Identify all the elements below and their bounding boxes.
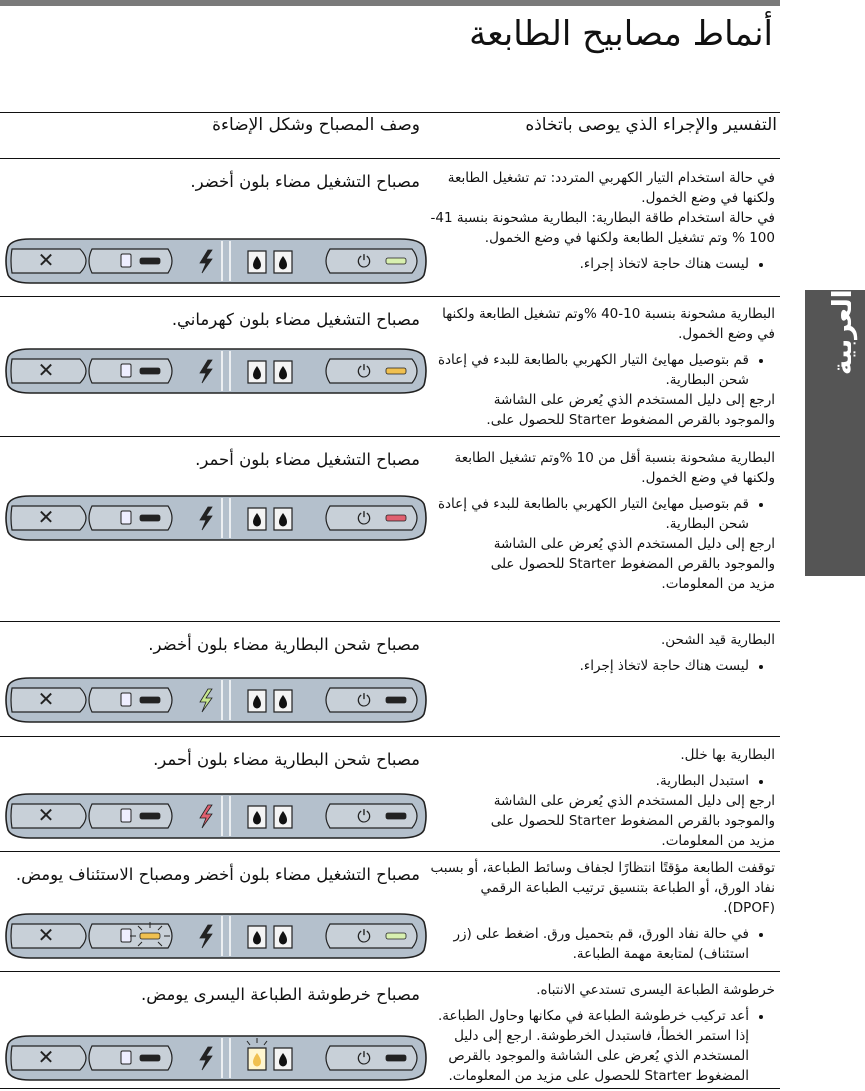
resume-icon <box>121 364 131 377</box>
power-light <box>386 697 406 703</box>
power-light <box>386 1055 406 1061</box>
cancel-icon: ✕ <box>37 1045 55 1069</box>
control-panel <box>0 343 430 399</box>
control-panel-illustration <box>0 233 430 289</box>
explanation-line: في حالة استخدام التيار الكهربي المتردد: تم تشغيل الطابعة <box>447 170 775 186</box>
action-detail: والموجود بالقرص المضغوط Starter للحصول على. <box>486 412 775 428</box>
cancel-icon: ✕ <box>37 358 55 382</box>
control-panel-illustration <box>0 343 430 399</box>
control-panel-illustration <box>0 788 430 844</box>
cancel-icon: ✕ <box>37 923 55 947</box>
top-bar <box>0 0 780 6</box>
power-icon: ⏻ <box>357 807 371 827</box>
cancel-icon: ✕ <box>37 803 55 827</box>
language-tab <box>805 290 865 576</box>
power-icon: ⏻ <box>357 1049 371 1069</box>
light-description: مصباح التشغيل مضاء بلون أخضر. <box>190 172 420 191</box>
cancel-icon: ✕ <box>37 505 55 529</box>
control-panel-illustration <box>0 490 430 546</box>
power-icon: ⏻ <box>357 509 371 529</box>
action-detail: والموجود بالقرص المضغوط Starter للحصول على <box>490 813 775 829</box>
page-title: أنماط مصابيح الطابعة <box>469 14 773 54</box>
explanation-line: 100 % وتم تشغيل الطابعة ولكنها في وضع الخمول. <box>484 230 775 246</box>
row-divider <box>0 736 780 737</box>
action-detail: مزيد من المعلومات. <box>661 576 775 592</box>
resume-icon <box>121 254 131 267</box>
light-description: مصباح خرطوشة الطباعة اليسرى يومض. <box>140 985 420 1004</box>
power-light <box>386 515 406 521</box>
action-bullet: • أعد تركيب خرطوشة الطباعة في مكانها وحاول الطباعة. إذا استمر الخطأ، فاستبدل الخرطوشة. ارجع إلى دليل المستخدم الذي يُعرض على الشاشة والموجود بالقرص المضغوط Starter للحصول على مزيد من المعلومات. <box>425 1006 749 1086</box>
resume-icon <box>121 511 131 524</box>
explanation <box>425 630 775 676</box>
action-bullet: • قم بتوصيل مهايئ التيار الكهربي بالطابعة للبدء في إعادة شحن البطارية. <box>425 494 749 534</box>
resume-light <box>140 258 160 264</box>
action-bullet: • استبدل البطارية. <box>425 771 749 791</box>
power-icon: ⏻ <box>357 252 371 272</box>
explanation <box>425 168 775 274</box>
column-header-light: وصف المصباح وشكل الإضاءة <box>212 115 420 135</box>
action-bullet: • في حالة نفاد الورق، قم بتحميل ورق. اضغط على (زر استئناف) لمتابعة مهمة الطباعة. <box>425 924 749 964</box>
power-icon: ⏻ <box>357 691 371 711</box>
resume-light <box>140 1055 160 1061</box>
explanation <box>425 858 775 964</box>
power-icon: ⏻ <box>357 927 371 947</box>
explanation-line: ولكنها في وضع الخمول. <box>641 190 775 206</box>
resume-icon <box>121 1051 131 1064</box>
column-header-explanation: التفسير والإجراء الذي يوصى باتخاذه <box>525 115 777 135</box>
explanation-line: نفاد الورق، أو الطباعة بتنسيق ترتيب الطباعة الرقمي <box>480 880 775 896</box>
resume-light <box>140 515 160 521</box>
power-light <box>386 368 406 374</box>
explanation-line: (DPOF). <box>723 900 775 916</box>
power-light <box>386 933 406 939</box>
action-bullet: • ليست هناك حاجة لاتخاذ إجراء. <box>425 656 749 676</box>
action-bullet: • قم بتوصيل مهايئ التيار الكهربي بالطابعة للبدء في إعادة شحن البطارية. <box>425 350 749 390</box>
control-panel <box>0 233 430 289</box>
light-description: مصباح التشغيل مضاء بلون أحمر. <box>195 450 420 469</box>
light-description: مصباح شحن البطارية مضاء بلون أخضر. <box>148 635 420 654</box>
action-detail: والموجود بالقرص المضغوط Starter للحصول على <box>490 556 775 572</box>
explanation-line: في حالة استخدام طاقة البطارية: البطارية مشحونة بنسبة 41- <box>430 210 775 226</box>
explanation-line: توقفت الطابعة مؤقتًا انتظارًا لجفاف وسائط الطباعة، أو بسبب <box>430 860 775 876</box>
control-panel <box>0 908 430 964</box>
language-tab-label: العربية <box>828 289 858 375</box>
action-bullet: • ليست هناك حاجة لاتخاذ إجراء. <box>425 254 749 274</box>
explanation-line: البطارية بها خلل. <box>680 747 775 763</box>
resume-light <box>140 933 160 939</box>
action-detail: مزيد من المعلومات. <box>661 833 775 849</box>
row-divider <box>0 621 780 622</box>
header-top-rule <box>0 112 780 113</box>
resume-icon <box>121 693 131 706</box>
resume-light <box>140 368 160 374</box>
cancel-icon: ✕ <box>37 248 55 272</box>
table-bottom-rule <box>0 1088 780 1089</box>
resume-light <box>140 697 160 703</box>
row-divider <box>0 851 780 852</box>
explanation <box>425 745 775 851</box>
control-panel <box>0 490 430 546</box>
explanation-line: البطارية قيد الشحن. <box>660 632 775 648</box>
explanation <box>425 304 775 430</box>
cancel-icon: ✕ <box>37 687 55 711</box>
explanation-line: البطارية مشحونة بنسبة أقل من 10 %وتم تشغيل الطابعة <box>454 450 775 466</box>
control-panel <box>0 788 430 844</box>
resume-icon <box>121 809 131 822</box>
control-panel-illustration <box>0 908 430 964</box>
light-description: مصباح التشغيل مضاء بلون أخضر ومصباح الاستئناف يومض. <box>15 865 420 884</box>
action-detail: ارجع إلى دليل المستخدم الذي يُعرض على الشاشة <box>493 392 775 408</box>
action-detail: ارجع إلى دليل المستخدم الذي يُعرض على الشاشة <box>493 536 775 552</box>
row-divider <box>0 296 780 297</box>
light-description: مصباح التشغيل مضاء بلون كهرماني. <box>171 310 420 329</box>
light-description: مصباح شحن البطارية مضاء بلون أحمر. <box>153 750 420 769</box>
control-panel-illustration <box>0 1030 430 1086</box>
explanation <box>425 448 775 594</box>
resume-light <box>140 813 160 819</box>
explanation-line: خرطوشة الطباعة اليسرى تستدعي الانتباه. <box>536 982 775 998</box>
explanation-line: البطارية مشحونة بنسبة 10-40 %وتم تشغيل الطابعة ولكنها <box>442 306 775 322</box>
power-light <box>386 258 406 264</box>
control-panel <box>0 1030 430 1086</box>
explanation-line: في وضع الخمول. <box>678 326 775 342</box>
row-divider <box>0 971 780 972</box>
explanation <box>425 980 775 1086</box>
control-panel-illustration <box>0 672 430 728</box>
row-divider <box>0 436 780 437</box>
power-icon: ⏻ <box>357 362 371 382</box>
action-detail: ارجع إلى دليل المستخدم الذي يُعرض على الشاشة <box>493 793 775 809</box>
header-bottom-rule <box>0 158 780 159</box>
power-light <box>386 813 406 819</box>
resume-icon <box>121 929 131 942</box>
explanation-line: ولكنها في وضع الخمول. <box>641 470 775 486</box>
control-panel <box>0 672 430 728</box>
